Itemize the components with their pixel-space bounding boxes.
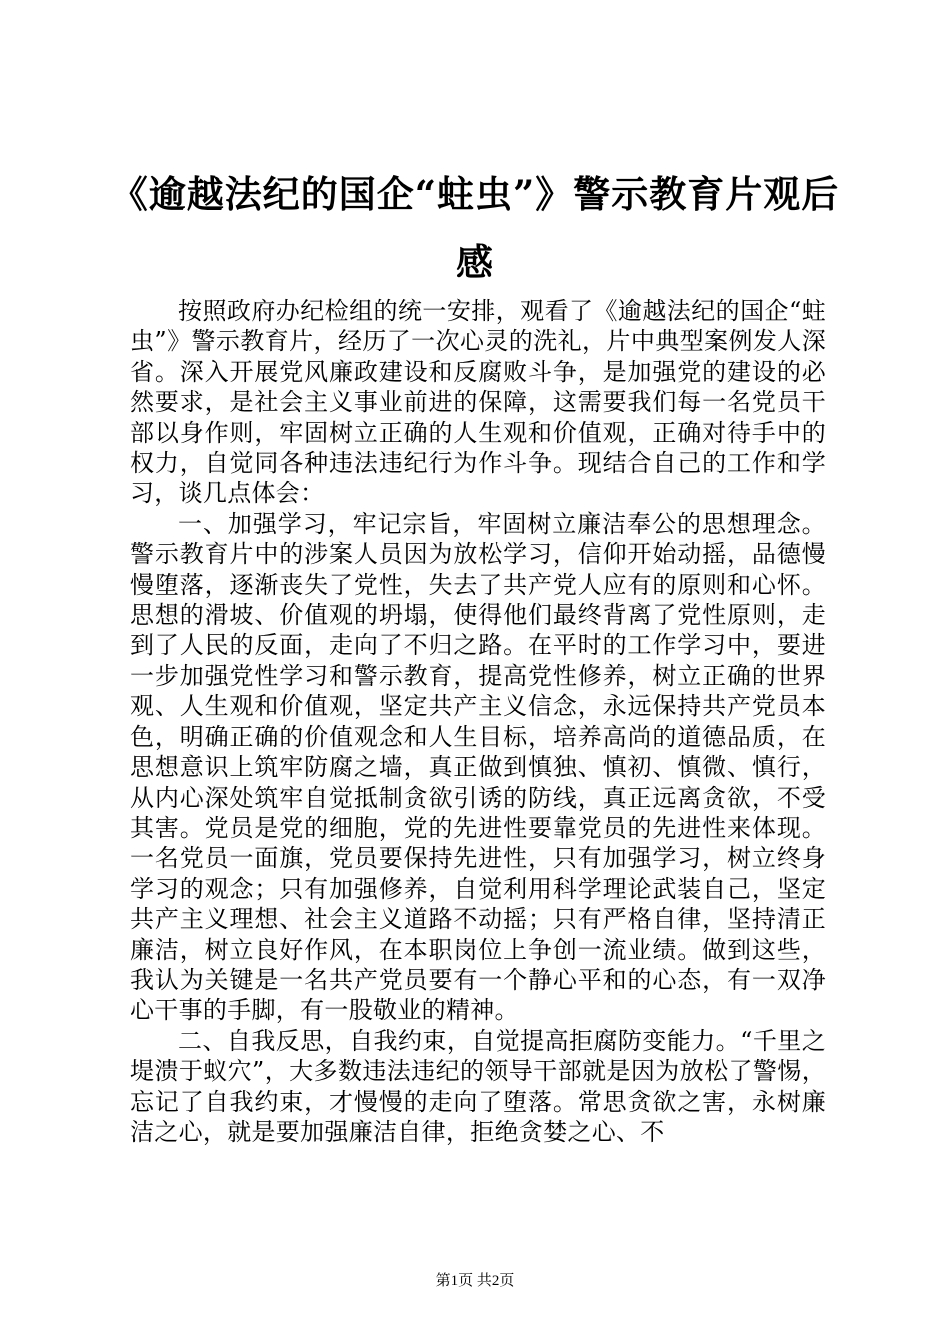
page-number-label: 第1页 共2页 — [435, 1273, 515, 1289]
paragraph-intro: 按照政府办纪检组的统一安排，观看了《逾越法纪的国企“蛀虫”》警示教育片，经历了一次心灵的洗礼，片中典型案例发人深省。深入开展党风廉政建设和反腐败斗争，是加强党的建设的必然要求，是社会主义事业前进的保障，这需要我们每一名党员干部以身作则，牢固树立正确的人生观和价值观，正确对待手中的权力，自觉同各种违法违纪行为作斗争。现结合自己的工作和学习，谈几点体会： — [130, 297, 826, 508]
paragraph-section-1: 一、加强学习，牢记宗旨，牢固树立廉洁奉公的思想理念。警示教育片中的涉案人员因为放松学习，信仰开始动摇，品德慢慢堕落，逐渐丧失了党性，失去了共产党人应有的原则和心怀。思想的滑坡、价值观的坍塌，使得他们最终背离了党性原则，走到了人民的反面，走向了不归之路。在平时的工作学习中，要进一步加强党性学习和警示教育，提高党性修养，树立正确的世界观、人生观和价值观，坚定共产主义信念，永远保持共产党员本色，明确正确的价值观念和人生目标，培养高尚的道德品质，在思想意识上筑牢防腐之墙，真正做到慎独、慎初、慎微、慎行，从内心深处筑牢自觉抵制贪欲引诱的防线，真正远离贪欲，不受其害。党员是党的细胞，党的先进性要靠党员的先进性来体现。一名党员一面旗，党员要保持先进性，只有加强学习，树立终身学习的观念；只有加强修养，自觉利用科学理论武装自己，坚定共产主义理想、社会主义道路不动摇；只有严格自律，坚持清正廉洁，树立良好作风，在本职岗位上争创一流业绩。做到这些，我认为关键是一名共产党员要有一个静心平和的心态，有一双净心干事的手脚，有一股敬业的精神。 — [130, 509, 826, 1025]
document-title: 《逾越法纪的国企“蛀虫”》警示教育片观后感 — [110, 172, 840, 284]
document-body — [130, 296, 826, 1147]
paragraph-section-2: 二、自我反思，自我约束，自觉提高拒腐防变能力。“千里之堤溃于蚁穴”，大多数违法违纪的领导干部就是因为放松了警惕，忘记了自我约束，才慢慢的走向了堕落。常思贪欲之害，永树廉洁之心，就是要加强廉洁自律，拒绝贪婪之心、不 — [130, 1026, 826, 1146]
page-footer — [0, 1271, 950, 1291]
